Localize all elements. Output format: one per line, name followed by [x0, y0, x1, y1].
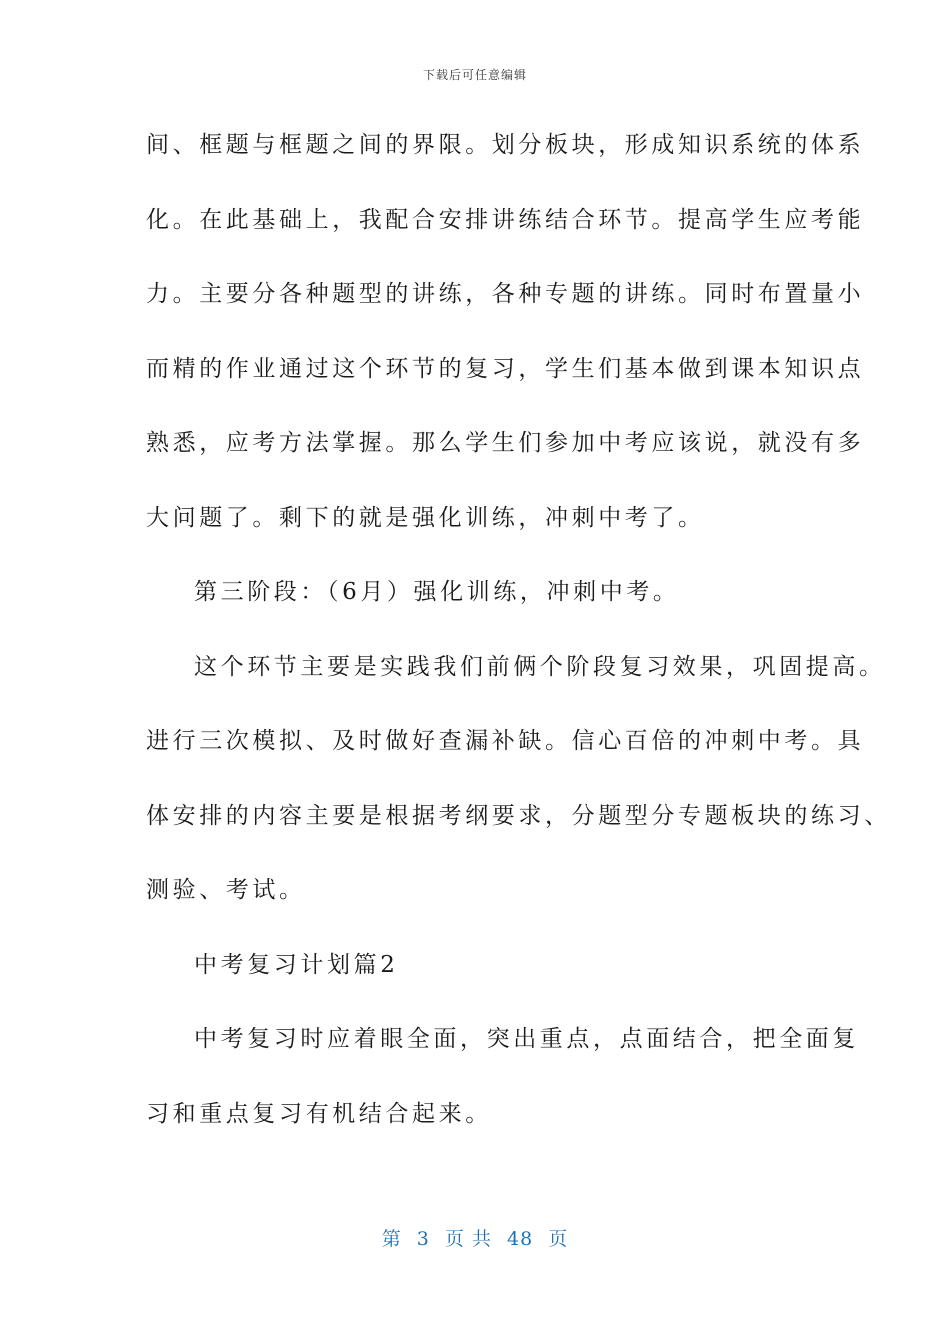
document-body [146, 118, 891, 1161]
paragraph-line: 大问题了。剩下的就是强化训练，冲刺中考了。 [146, 504, 705, 531]
paragraph-line: 间、框题与框题之间的界限。划分板块，形成知识系统的体系 [146, 132, 865, 158]
paragraph-line: 中考复习时应着眼全面，突出重点，点面结合，把全面复 [194, 1026, 859, 1052]
footer-middle: 页 共 [444, 1228, 492, 1250]
paragraph-line: 体安排的内容主要是根据考纲要求，分题型分专题板块的练习、 [146, 802, 891, 829]
footer-prefix: 第 [381, 1228, 402, 1250]
page-total: 48 [507, 1228, 534, 1250]
paragraph-line: 习和重点复习有机结合起来。 [146, 1100, 492, 1127]
page-footer [0, 1224, 950, 1251]
paragraph-line: 熟悉，应考方法掌握。那么学生们参加中考应该说，就没有多 [146, 430, 865, 456]
page-number: 3 [416, 1228, 430, 1250]
paragraph-line: 而精的作业通过这个环节的复习，学生们基本做到课本知识点 [146, 355, 865, 382]
paragraph-line: 进行三次模拟、及时做好查漏补缺。信心百倍的冲刺中考。具 [146, 728, 865, 754]
section-heading: 第三阶段：（6月）强化训练，冲刺中考。 [194, 579, 680, 605]
paragraph-line: 化。在此基础上，我配合安排讲练结合环节。提高学生应考能 [146, 206, 865, 233]
paragraph-line: 力。主要分各种题型的讲练，各种专题的讲练。同时布置量小 [146, 281, 865, 307]
article-title: 中考复习计划篇2 [194, 951, 399, 978]
footer-suffix: 页 [548, 1228, 569, 1250]
paragraph-line: 这个环节主要是实践我们前俩个阶段复习效果，巩固提高。 [194, 653, 886, 680]
header-note: 下载后可任意编辑 [422, 68, 527, 82]
paragraph-line: 测验、考试。 [146, 877, 306, 903]
